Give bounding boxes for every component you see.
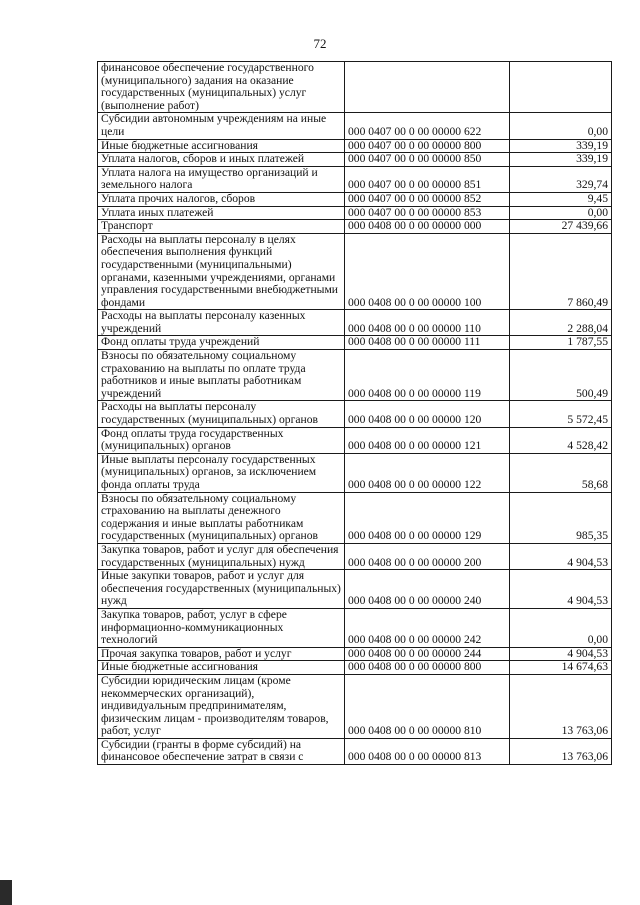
- table-row: [98, 427, 612, 453]
- row-name-cell: Транспорт: [98, 220, 345, 234]
- table-row: [98, 647, 612, 661]
- amount-cell: 7 860,49: [510, 233, 612, 310]
- row-name-cell: Уплата налога на имущество организаций и земельного налога: [98, 166, 345, 192]
- budget-code-cell: 000 0408 00 0 00 00000 813: [345, 738, 510, 764]
- row-name-cell: Иные бюджетные ассигнования: [98, 139, 345, 153]
- budget-code-cell: 000 0407 00 0 00 00000 800: [345, 139, 510, 153]
- amount-cell: 0,00: [510, 608, 612, 647]
- row-name-cell: Субсидии юридическим лицам (кроме некоммерческих организаций), индивидуальным предпринимателям, физическим лицам - производителям товаров, работ, услуг: [98, 674, 345, 738]
- table-body: [98, 62, 612, 765]
- budget-code-cell: 000 0407 00 0 00 00000 853: [345, 206, 510, 220]
- budget-code-cell: 000 0408 00 0 00 00000 110: [345, 310, 510, 336]
- budget-code-cell: 000 0408 00 0 00 00000 120: [345, 401, 510, 427]
- amount-cell: 0,00: [510, 113, 612, 139]
- page-number: 72: [313, 36, 327, 51]
- table-row: [98, 661, 612, 675]
- table-row: [98, 543, 612, 569]
- amount-cell: 9,45: [510, 192, 612, 206]
- table-row: [98, 350, 612, 401]
- budget-code-cell: 000 0408 00 0 00 00000 000: [345, 220, 510, 234]
- budget-code-cell: 000 0408 00 0 00 00000 121: [345, 427, 510, 453]
- table-row: [98, 113, 612, 139]
- row-name-cell: Расходы на выплаты персоналу казенных учреждений: [98, 310, 345, 336]
- amount-cell: 339,19: [510, 153, 612, 167]
- row-name-cell: Фонд оплаты труда государственных (муниципальных) органов: [98, 427, 345, 453]
- budget-code-cell: 000 0408 00 0 00 00000 810: [345, 674, 510, 738]
- table-row: [98, 492, 612, 543]
- budget-code-cell: 000 0408 00 0 00 00000 200: [345, 543, 510, 569]
- budget-code-cell: 000 0407 00 0 00 00000 622: [345, 113, 510, 139]
- table-row: [98, 206, 612, 220]
- table-row: [98, 233, 612, 310]
- table-row: [98, 570, 612, 609]
- budget-code-cell: 000 0408 00 0 00 00000 244: [345, 647, 510, 661]
- row-name-cell: Уплата иных платежей: [98, 206, 345, 220]
- amount-cell: 4 528,42: [510, 427, 612, 453]
- table-row: [98, 336, 612, 350]
- budget-code-cell: 000 0407 00 0 00 00000 851: [345, 166, 510, 192]
- amount-cell: 2 288,04: [510, 310, 612, 336]
- table-row: [98, 139, 612, 153]
- budget-code-cell: 000 0407 00 0 00 00000 850: [345, 153, 510, 167]
- table-row: [98, 192, 612, 206]
- row-name-cell: Закупка товаров, работ, услуг в сфере информационно-коммуникационных технологий: [98, 608, 345, 647]
- row-name-cell: финансовое обеспечение государственного (муниципального) задания на оказание государственных (муниципальных) услуг (выполнение работ): [98, 62, 345, 113]
- row-name-cell: Прочая закупка товаров, работ и услуг: [98, 647, 345, 661]
- row-name-cell: Уплата прочих налогов, сборов: [98, 192, 345, 206]
- table-row: [98, 62, 612, 113]
- table-row: [98, 166, 612, 192]
- row-name-cell: Расходы на выплаты персоналу государственных (муниципальных) органов: [98, 401, 345, 427]
- table-row: [98, 310, 612, 336]
- amount-cell: 4 904,53: [510, 570, 612, 609]
- amount-cell: 985,35: [510, 492, 612, 543]
- row-name-cell: Уплата налогов, сборов и иных платежей: [98, 153, 345, 167]
- budget-code-cell: 000 0408 00 0 00 00000 119: [345, 350, 510, 401]
- amount-cell: 4 904,53: [510, 543, 612, 569]
- amount-cell: [510, 62, 612, 113]
- budget-table: [97, 61, 612, 765]
- amount-cell: 13 763,06: [510, 674, 612, 738]
- scan-edge-mark: [0, 880, 12, 905]
- table-row: [98, 153, 612, 167]
- table-row: [98, 220, 612, 234]
- amount-cell: 339,19: [510, 139, 612, 153]
- budget-code-cell: 000 0408 00 0 00 00000 122: [345, 453, 510, 492]
- amount-cell: 58,68: [510, 453, 612, 492]
- table-row: [98, 738, 612, 764]
- budget-code-cell: 000 0408 00 0 00 00000 129: [345, 492, 510, 543]
- table-row: [98, 453, 612, 492]
- budget-code-cell: 000 0408 00 0 00 00000 111: [345, 336, 510, 350]
- budget-code-cell: 000 0408 00 0 00 00000 800: [345, 661, 510, 675]
- budget-code-cell: 000 0407 00 0 00 00000 852: [345, 192, 510, 206]
- row-name-cell: Взносы по обязательному социальному страхованию на выплаты денежного содержания и иные выплаты работникам государственных (муниципальных) органов: [98, 492, 345, 543]
- amount-cell: 27 439,66: [510, 220, 612, 234]
- row-name-cell: Субсидии автономным учреждениям на иные цели: [98, 113, 345, 139]
- budget-code-cell: 000 0408 00 0 00 00000 100: [345, 233, 510, 310]
- row-name-cell: Взносы по обязательному социальному страхованию на выплаты по оплате труда работников и иные выплаты работникам учреждений: [98, 350, 345, 401]
- table-row: [98, 674, 612, 738]
- amount-cell: 329,74: [510, 166, 612, 192]
- row-name-cell: Иные выплаты персоналу государственных (муниципальных) органов, за исключением фонда оплаты труда: [98, 453, 345, 492]
- table-row: [98, 608, 612, 647]
- budget-code-cell: 000 0408 00 0 00 00000 242: [345, 608, 510, 647]
- amount-cell: 14 674,63: [510, 661, 612, 675]
- row-name-cell: Иные закупки товаров, работ и услуг для обеспечения государственных (муниципальных) нужд: [98, 570, 345, 609]
- row-name-cell: Субсидии (гранты в форме субсидий) на финансовое обеспечение затрат в связи с: [98, 738, 345, 764]
- row-name-cell: Фонд оплаты труда учреждений: [98, 336, 345, 350]
- amount-cell: 1 787,55: [510, 336, 612, 350]
- budget-code-cell: [345, 62, 510, 113]
- budget-code-cell: 000 0408 00 0 00 00000 240: [345, 570, 510, 609]
- row-name-cell: Расходы на выплаты персоналу в целях обеспечения выполнения функций государственными (муниципальными) органами, казенными учреждениями, органами управления государственными внебюджетными фондами: [98, 233, 345, 310]
- table-row: [98, 401, 612, 427]
- row-name-cell: Иные бюджетные ассигнования: [98, 661, 345, 675]
- amount-cell: 13 763,06: [510, 738, 612, 764]
- amount-cell: 4 904,53: [510, 647, 612, 661]
- row-name-cell: Закупка товаров, работ и услуг для обеспечения государственных (муниципальных) нужд: [98, 543, 345, 569]
- amount-cell: 500,49: [510, 350, 612, 401]
- amount-cell: 5 572,45: [510, 401, 612, 427]
- amount-cell: 0,00: [510, 206, 612, 220]
